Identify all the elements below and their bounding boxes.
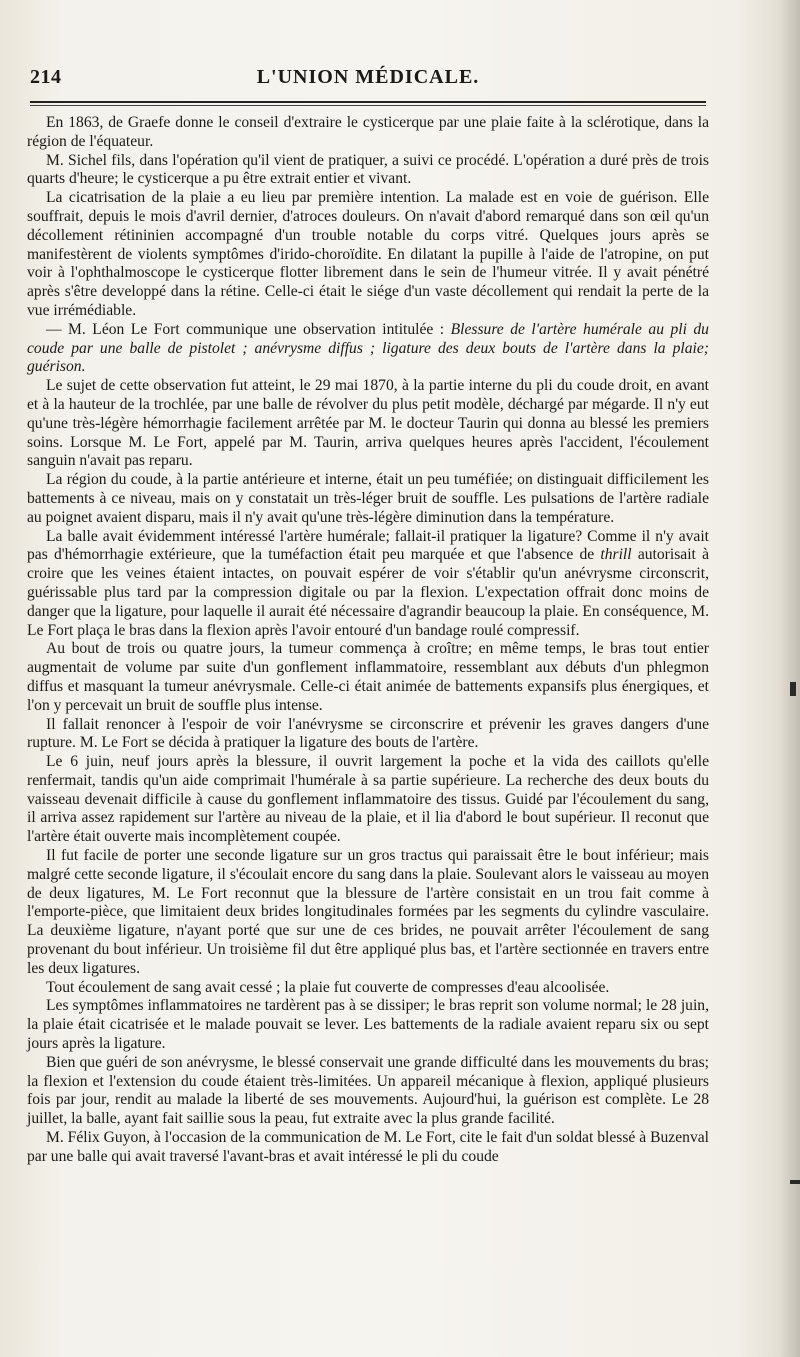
paragraph: Il fut facile de porter une seconde ligature sur un gros tractus qui paraissait être le bout inférieur; mais malgré cette seconde ligature, il s'écoulait encore du sang dans la plaie. Soulevant alors le vaisseau au moyen de deux ligatures, M. Le Fort reconnut que la blessure de l'artère consistait en un trou fait comme à l'emporte-pièce, que limitaient deux brides longitudinales formées par les segments du cylindre vasculaire. La deuxième ligature, n'ayant porté que sur une de ces brides, ne pouvait arrêter l'écoulement de sang provenant du bout inférieur. Un troisième fil dut être appliqué plus bas, et l'artère sectionnée en travers entre les deux ligatures. [27,847,709,977]
communication-lead: — M. Léon Le Fort communique une observation intitulée : [46,320,445,338]
paragraph: M. Sichel fils, dans l'opération qu'il vient de pratiquer, a suivi ce procédé. L'opération a duré près de trois quarts d'heure; le cysticerque a pu être extrait entier et vivant. [27,151,709,188]
paragraph: En 1863, de Graefe donne le conseil d'extraire le cysticerque par une plaie faite à la sclérotique, dans la région de l'équateur. [27,114,709,150]
paragraph: Le sujet de cette observation fut atteint, le 29 mai 1870, à la partie interne du pli du coude droit, en avant et à la hauteur de la trochlée, par une balle de révolver du plus petit modèle, déchargé par mégarde. Il n'y eut qu'une très-légère hémorrhagie facilement arrêtée par M. le docteur Taurin qui donna au blessé les premiers soins. Lorsque M. Le Fort, appelé par M. Taurin, arriva quelques heures après l'accident, l'écoulement sanguin n'avait pas reparu. [27,377,709,470]
paragraph: La cicatrisation de la plaie a eu lieu par première intention. La malade est en voie de guérison. Elle souffrait, depuis le mois d'avril dernier, d'atroces douleurs. On n'avait d'abord remarqué dans son œil qu'un décollement rétininien accompagné d'un trouble notable du corps vitré. Quelques jours après se manifestèrent de violents symptômes d'irido-choroïdite. En dilatant la pupille à l'aide de l'atropine, on put voir à l'ophthalmoscope le cysticerque flotter librement dans le sein de l'humeur vitrée. Il y avait pénétré après s'être developpé dans la rétine. Celle-ci était le siége d'un vaste décollement qui rendait la perte de la vue irrémédiable. [27,189,709,319]
paragraph: La région du coude, à la partie antérieure et interne, était un peu tuméfiée; on distinguait difficilement les battements à ce niveau, mais on y constatait un très-léger bruit de souffle. Les pulsations de l'artère radiale au poignet avaient disparu, mais il n'y avait qu'une très-légère diminution dans la température. [27,471,709,526]
paragraph: Le 6 juin, neuf jours après la blessure, il ouvrit largement la poche et la vida des caillots qu'elle renfermait, tandis qu'un aide comprimait l'humérale à sa partie supérieure. La recherche des deux bouts du vaisseau devenait difficile à cause du gonflement inflammatoire des tissus. Guidé par l'écoulement du sang, il arriva assez rapidement sur l'artère au niveau de la plaie, et il lia d'abord le bout supérieur. Il reconut que l'artère était ouverte mais incomplètement coupée. [27,753,709,846]
paragraph: Les symptômes inflammatoires ne tardèrent pas à se dissiper; le bras reprit son volume normal; le 28 juin, la plaie était cicatrisée et le malade pouvait se lever. Les battements de la radiale avaient reparu six ou sept jours après la ligature. [27,997,709,1053]
paragraph: Il fallait renoncer à l'espoir de voir l'anévrysme se circonscrire et prévenir les graves dangers d'une rupture. M. Le Fort se décida à pratiquer la ligature des bouts de l'artère. [27,715,709,752]
page-number: 214 [30,66,62,88]
text-run: La balle avait évidemment intéressé l'artère humérale; fallait-il pratiquer la ligature? Comme il n'y avait pas d'hémorrhagie extérieure, que la tuméfaction était peu marquée et que l'absence de [27,527,709,564]
paragraph: Tout écoulement de sang avait cessé ; la plaie fut couverte de compresses d'eau alcoolisée. [46,978,610,996]
communication-title: Blessure de l'artère humérale au pli du coude par une balle de pistolet ; anévrysme diffus ; ligature des deux bouts de l'artère dans la plaie; guérison. [27,320,709,376]
thrill-paragraph [27,528,709,641]
scan-edge-mark [790,682,796,696]
header-rule [30,101,706,106]
scan-edge-mark [790,1180,800,1184]
italic-term: thrill [600,546,632,564]
text-run: autorisait à croire que les veines étaient intactes, on pouvait espérer de voir s'établir qu'un anévrysme circonscrit, guérissable plus tard par la compression digitale ou par la flexion. L'expectation offrait donc moins de danger que la ligature, pour laquelle il aurait été nécessaire d'agrandir beaucoup la plaie. En conséquence, M. Le Fort plaça le bras dans la flexion après l'avoir entouré d'un bandage roulé compressif. [27,546,709,639]
communication-paragraph [27,321,709,377]
running-title: L'UNION MÉDICALE. [256,66,480,88]
article-body [27,114,709,1167]
page-header [30,66,706,96]
paragraph: M. Félix Guyon, à l'occasion de la communication de M. Le Fort, cite le fait d'un soldat blessé à Buzenval par une balle qui avait traversé l'avant-bras et avait intéressé le pli du coude [27,1129,709,1165]
paragraph: Au bout de trois ou quatre jours, la tumeur commença à croître; en même temps, le bras tout entier augmentait de volume par suite d'un gonflement inflammatoire, ressemblant aux débuts d'un phlegmon diffus et masquant la tumeur anévrysmale. Celle-ci était animée de battements expansifs plus énergiques, et l'on y percevait un bruit de souffle plus intense. [27,640,709,714]
page-edge-shadow [778,0,800,1357]
paragraph: Bien que guéri de son anévrysme, le blessé conservait une grande difficulté dans les mouvements du bras; la flexion et l'extension du coude étaient très-limitées. Un appareil mécanique à flexion, appliqué plusieurs fois par jour, rendit au malade la liberté de ses mouvements. Aujourd'hui, la guérison est complète. Le 28 juillet, la balle, ayant fait saillie sous la peau, fut extraite avec la plus grande facilité. [27,1053,709,1128]
